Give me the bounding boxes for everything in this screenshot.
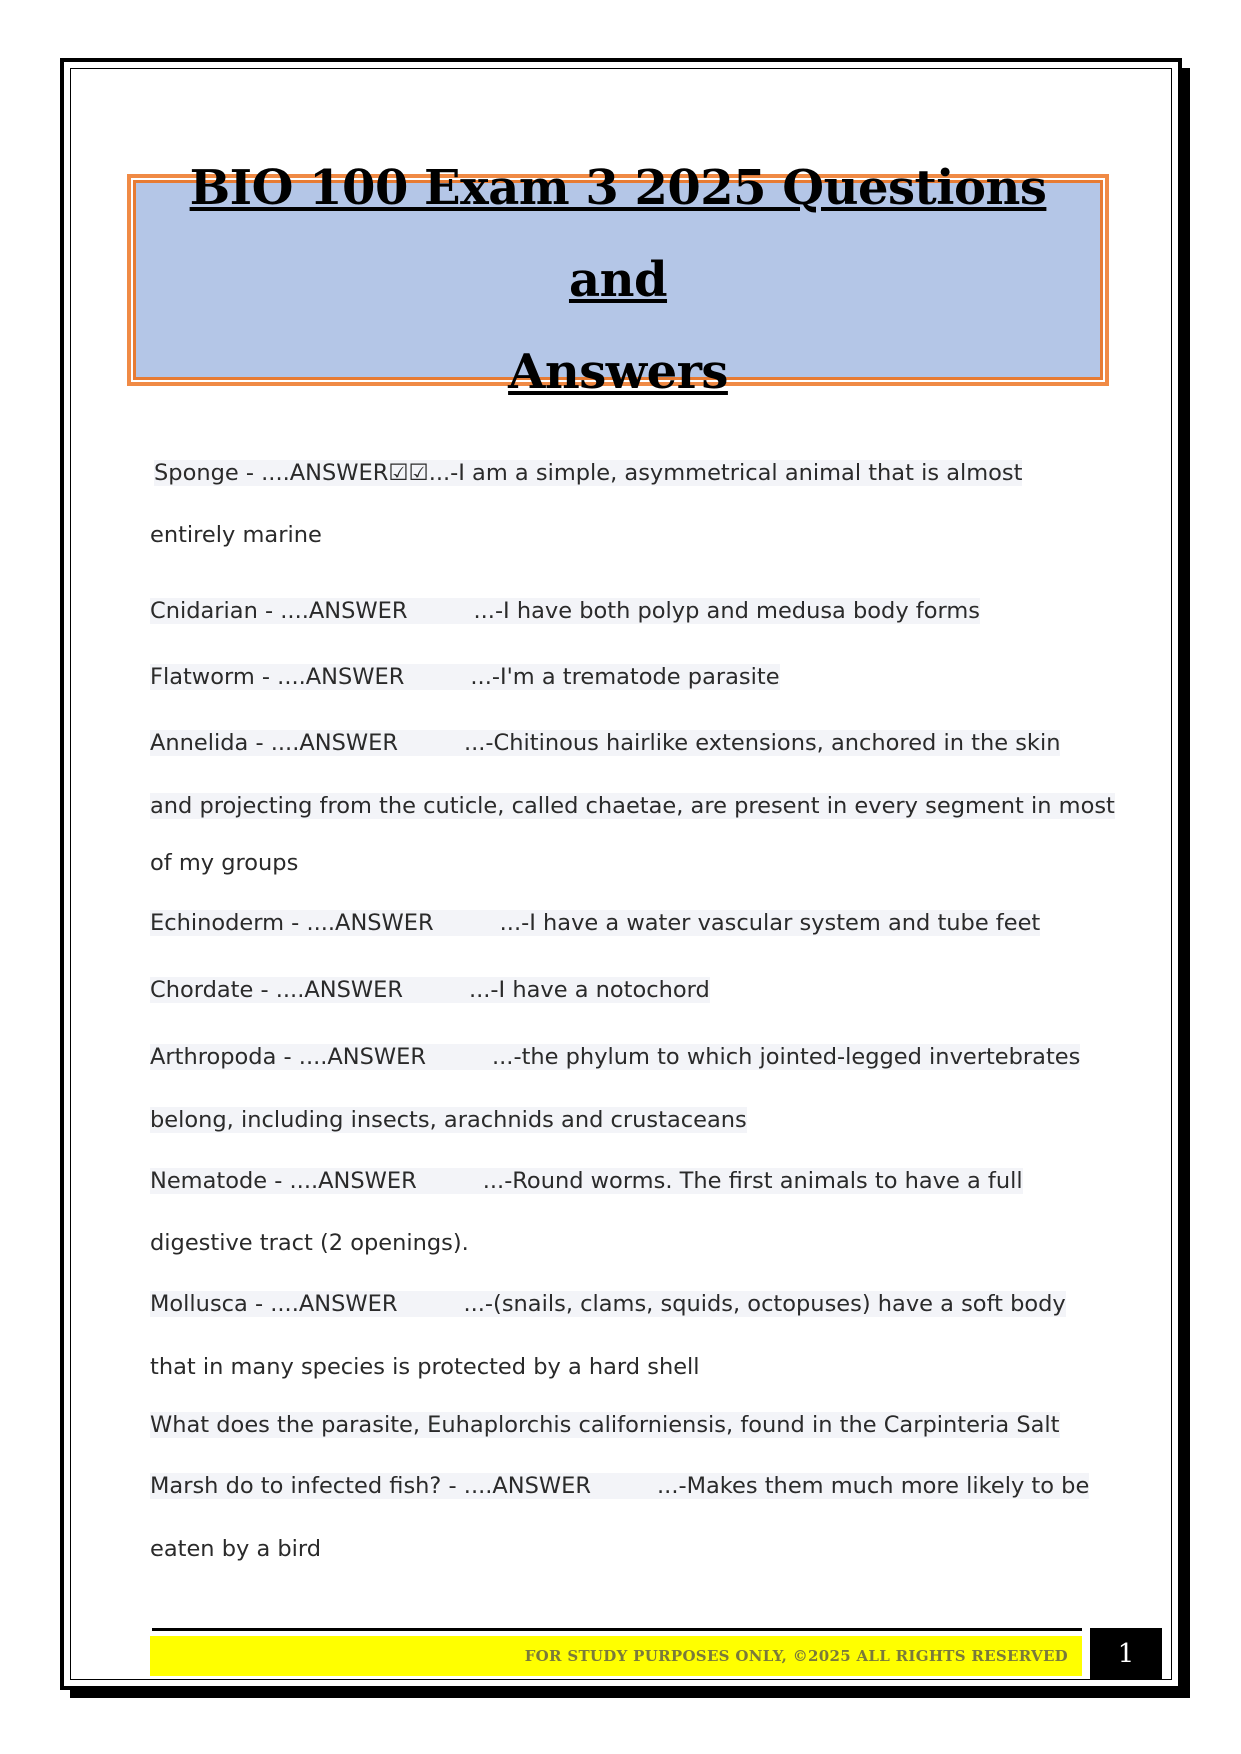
footer-notice: FOR STUDY PURPOSES ONLY, ©2025 ALL RIGHTS RESERVED — [524, 1647, 1068, 1665]
term-mollusca: Mollusca - ....ANSWER — [150, 1291, 398, 1317]
qa-nematode-line-2: digestive tract (2 openings). — [150, 1230, 469, 1256]
term-arthropoda: Arthropoda - ....ANSWER — [150, 1044, 426, 1070]
answer-annelida: ...-Chitinous hairlike extensions, anchored in the skin — [463, 730, 1061, 756]
footer-bar — [150, 1636, 1082, 1676]
page-title — [136, 142, 1100, 418]
term-cnidarian: Cnidarian - ....ANSWER — [150, 598, 408, 624]
term-flatworm: Flatworm - ....ANSWER — [150, 664, 405, 690]
term-chordate: Chordate - ....ANSWER — [150, 977, 403, 1003]
qa-mollusca — [150, 1291, 1066, 1317]
term-echinoderm: Echinoderm - ....ANSWER — [150, 910, 434, 936]
answer-nematode: ...-Round worms. The first animals to have a full — [482, 1168, 1023, 1194]
qa-parasite-line-1: What does the parasite, Euhaplorchis californiensis, found in the Carpinteria Salt — [150, 1412, 1060, 1438]
term-parasite: Marsh do to infected fish? - ....ANSWER — [150, 1473, 592, 1499]
answer-chordate: ...-I have a notochord — [468, 977, 710, 1003]
qa-parasite — [150, 1473, 1089, 1499]
answer-arthropoda: ...-the phylum to which jointed-legged invertebrates — [492, 1044, 1081, 1070]
qa-echinoderm — [150, 910, 1040, 936]
qa-chordate — [150, 977, 710, 1003]
answer-echinoderm: ...-I have a water vascular system and tube feet — [499, 910, 1041, 936]
qa-annelida-line-2: and projecting from the cuticle, called chaetae, are present in every segment in most — [150, 793, 1115, 819]
qa-arthropoda — [150, 1044, 1080, 1070]
term-nematode: Nematode - ....ANSWER — [150, 1168, 417, 1194]
qa-parasite-line-3: eaten by a bird — [150, 1536, 322, 1562]
answer-parasite: ...-Makes them much more likely to be — [657, 1473, 1090, 1499]
title-line-2: Answers — [508, 344, 728, 400]
title-line-1: BIO 100 Exam 3 2025 Questions and — [189, 160, 1047, 308]
page-number: 1 — [1090, 1628, 1162, 1680]
answer-mollusca: ...-(snails, clams, squids, octopuses) have a soft body — [463, 1291, 1066, 1317]
answer-flatworm: ...-I'm a trematode parasite — [470, 664, 780, 690]
qa-annelida — [150, 730, 1060, 756]
title-box-fill — [133, 160, 1103, 400]
qa-cnidarian — [150, 598, 980, 624]
footer-rule — [152, 1628, 1082, 1631]
term-annelida: Annelida - ....ANSWER — [150, 730, 398, 756]
title-box — [127, 160, 1109, 400]
qa-arthropoda-line-2: belong, including insects, arachnids and crustaceans — [150, 1107, 747, 1133]
title-box-border — [131, 160, 1105, 400]
qa-annelida-line-3: of my groups — [150, 850, 299, 876]
qa-nematode — [150, 1168, 1023, 1194]
qa-sponge-line-1: Sponge - ....ANSWER☑☑...-I am a simple, asymmetrical animal that is almost — [154, 460, 1023, 486]
qa-flatworm — [150, 664, 780, 690]
qa-sponge-line-2: entirely marine — [150, 522, 322, 548]
answer-cnidarian: ...-I have both polyp and medusa body forms — [473, 598, 980, 624]
qa-mollusca-line-2: that in many species is protected by a hard shell — [150, 1354, 700, 1380]
